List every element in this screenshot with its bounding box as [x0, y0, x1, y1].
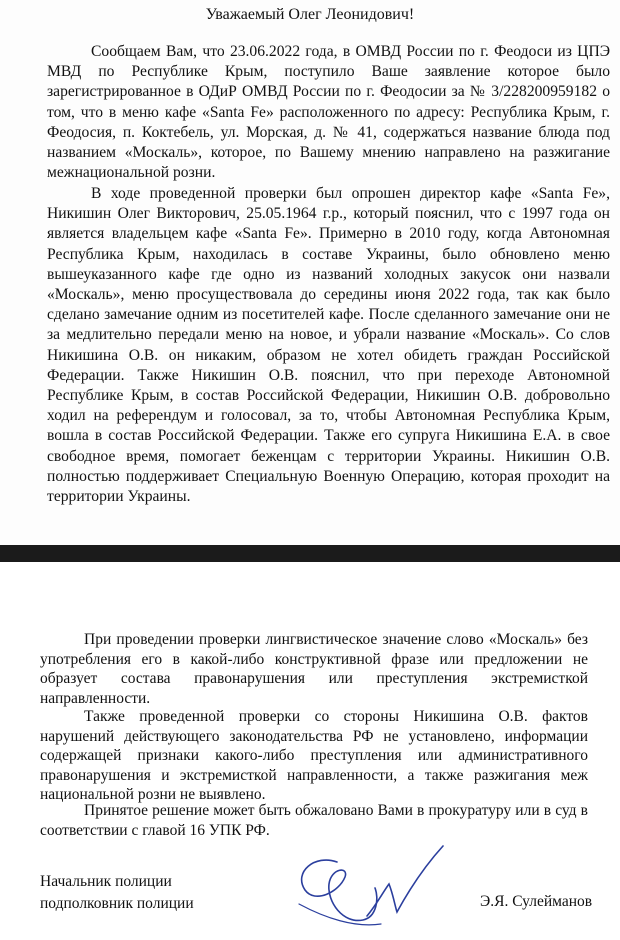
handwritten-signature [285, 832, 455, 940]
signature-stroke-flourish [367, 846, 443, 916]
letter-page-bottom [0, 562, 620, 940]
paragraph-linguistic: При проведении проверки лингвистическое значение слово «Москаль» без употребления его в какой-либо конструктивной фразе или предложении не образует состава правонарушения или преступления экстремисткой направленности. [40, 631, 588, 707]
signatory-position [40, 871, 194, 915]
paragraph-appeal: Принятое решение может быть обжаловано Вами в прокуратуру или в суд в соответствии с главой 16 УПК РФ. [40, 802, 588, 839]
paragraph-notification: Сообщаем Вам, что 23.06.2022 года, в ОМВД России по г. Феодоси из ЦПЭ МВД по Республике Крым, поступило Ваше заявление которое было зарегистрированное в ОДиР ОМВД России по г. Феодосии за № 3/228200959182 о том, что в меню кафе «Santa Fe» расположенного по адресу: Республика Крым, г. Феодосия, п. Коктебель, ул. Морская, д. № 41, содержаться название блюда под названием «Москаль», которое, по Вашему мнению направлено на разжигание межнациональной розни. [47, 43, 610, 182]
page-divider [0, 545, 620, 562]
position-line-1: Начальник полиции [40, 873, 172, 890]
signatory-name: Э.Я. Сулейманов [480, 893, 593, 910]
paragraph-inspection: В ходе проведенной проверки был опрошен директор кафе «Santa Fe», Никишин Олег Викторович, 25.05.1964 г.р., который пояснил, что с 1997 года он является владельцем кафе «Santa Fe». Примерно в 2010 году, когда Автономная Республика Крым, находилась в составе Украины, было обновлено меню вышеуказанного кафе где одно из названий холодных закусок они назвали «Москаль», меню просуществовала до середины июня 2022 года, так как было сделано замечание одним из посетителей кафе. После сделанного замечание они не за медлительно передали меню на новое, и убрали название «Москаль». Со слов Никишина О.В. он никаким, образом не хотел обидеть граждан Российской Федерации. Также Никишин О.В. пояснил, что при переходе Автономной Республике Крым, в состав Российской Федерации, Никишин О.В. добровольно ходил на референдум и голосовал, за то, чтобы Автономная Республика Крым, вошла в состав Российской Федерации. Также его супруга Никишина Е.А. в свое свободное время, помогает беженцам с территории Украины. Никишин О.В. полностью поддерживает Специальную Военную Операцию, которая проходит на территории Украины. [47, 185, 610, 506]
paragraph-no-violations: Также проведенной проверки со стороны Никишина О.В. фактов нарушений действующего законодательства РФ не установлено, информации содержащей признаки какого-либо преступления или административного правонарушения и экстремисткой направленности, а также разжигания меж национальной розни не выявлено. [40, 708, 588, 804]
position-line-2: подполковник полиции [40, 895, 194, 912]
greeting: Уважаемый Олег Леонидович! [205, 6, 415, 23]
